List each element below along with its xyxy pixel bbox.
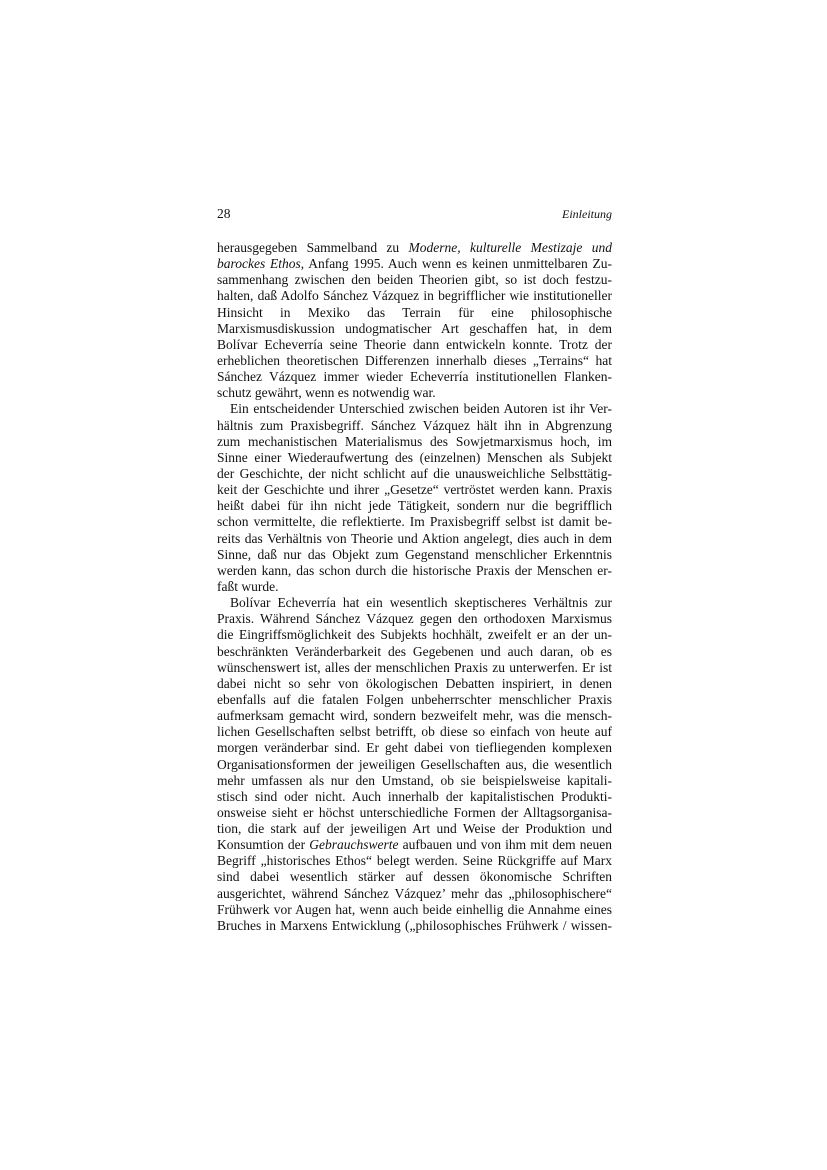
- text-segment: Bolívar Echeverría seine Theorie dann entwickeln konnte. Trotz der: [217, 336, 612, 352]
- text-segment: Bruches in Marxens Entwicklung („philosophisches Frühwerk / wissen-: [217, 917, 612, 933]
- text-segment: Bolívar Echeverría hat ein wesentlich skeptischeres Verhältnis zur: [230, 595, 612, 611]
- text-line: [217, 918, 612, 934]
- text-line: [217, 740, 612, 756]
- text-line: [217, 450, 612, 466]
- text-line: [217, 660, 612, 676]
- text-segment: lichen Gesellschaften selbst betrifft, ob diese so einfach von heute auf: [217, 724, 612, 740]
- text-line: [217, 514, 612, 530]
- text-segment: Organisationsformen der jeweiligen Gesellschaften aus, die wesentlich: [217, 756, 612, 772]
- text-line: [217, 418, 612, 434]
- text-segment: heißt dabei für ihn nicht jede Tätigkeit, sondern nur die begrifflich: [217, 498, 612, 514]
- text-line: [217, 353, 612, 369]
- text-line: [217, 821, 612, 837]
- text-line: [217, 627, 612, 643]
- text-segment: zum mechanistischen Materialismus des Sowjetmarxismus hoch, im: [217, 433, 612, 449]
- text-line: [217, 547, 612, 563]
- text-line: [217, 401, 612, 417]
- text-line: [217, 886, 612, 902]
- text-segment: erheblichen theoretischen Differenzen innerhalb dieses „Terrains“ hat: [217, 352, 612, 368]
- text-line: [217, 434, 612, 450]
- text-line: [217, 611, 612, 627]
- text-line: [217, 288, 612, 304]
- text-line: [217, 708, 612, 724]
- text-segment: wünschenswert ist, alles der menschlichen Praxis zu unterwerfen. Er ist: [217, 659, 612, 675]
- text-line: [217, 240, 612, 256]
- text-segment: Konsumtion der: [217, 837, 310, 853]
- text-segment: Sinne einer Wiederaufwertung des (einzelnen) Menschen als Subjekt: [217, 449, 612, 465]
- text-line: [217, 369, 612, 385]
- text-line: [217, 563, 612, 579]
- text-segment: herausgegeben Sammelband zu: [217, 240, 409, 255]
- text-segment: onsweise sieht er höchst unterschiedliche Formen der Alltagsorganisa-: [217, 804, 612, 820]
- page-header: [217, 204, 612, 226]
- text-line: [217, 837, 612, 853]
- text-segment: Marxismusdiskussion undogmatischer Art geschaffen hat, in dem: [217, 320, 612, 336]
- text-segment: keit der Geschichte und ihrer „Gesetze“ vertröstet werden kann. Praxis: [217, 482, 612, 498]
- italic-text: Moderne, kulturelle Mestizaje und: [408, 240, 612, 255]
- text-segment: sind dabei wesentlich stärker auf dessen ökonomische Schriften: [217, 869, 612, 885]
- text-line: [217, 773, 612, 789]
- text-segment: Praxis. Während Sánchez Vázquez gegen den orthodoxen Marxismus: [217, 611, 612, 627]
- text-line: [217, 757, 612, 773]
- text-segment: aufmerksam gemacht wird, sondern bezweifelt mehr, was die mensch-: [217, 708, 612, 724]
- text-segment: stisch sind oder nicht. Auch innerhalb der kapitalistischen Produkti-: [217, 788, 612, 804]
- text-segment: schutz gewährt, wenn es notwendig war.: [217, 385, 436, 401]
- text-segment: Sánchez Vázquez immer wieder Echeverría institutionellen Flanken-: [217, 369, 612, 385]
- text-segment: dabei nicht so sehr von ökologischen Debatten inspiriert, in denen: [217, 675, 612, 691]
- text-segment: Hinsicht in Mexiko das Terrain für eine philosophische: [217, 304, 612, 320]
- text-segment: mehr umfassen als nur den Umstand, ob sie beispielsweise kapitali-: [217, 772, 612, 788]
- text-line: [217, 869, 612, 885]
- running-head: Einleitung: [562, 207, 612, 221]
- text-line: [217, 531, 612, 547]
- text-segment: ausgerichtet, während Sánchez Vázquez’ mehr das „philosophischere“: [217, 885, 612, 901]
- text-segment: halten, daß Adolfo Sánchez Vázquez in begrifflicher wie institutioneller: [217, 288, 612, 304]
- text-segment: Begriff „historisches Ethos“ belegt werden. Seine Rückgriffe auf Marx: [217, 853, 612, 869]
- text-line: [217, 676, 612, 692]
- text-line: [217, 498, 612, 514]
- body-text: [217, 240, 612, 934]
- text-line: [217, 321, 612, 337]
- text-line: [217, 595, 612, 611]
- text-line: [217, 805, 612, 821]
- text-line: [217, 692, 612, 708]
- text-segment: faßt wurde.: [217, 578, 279, 594]
- text-segment: sammenhang zwischen den beiden Theorien gibt, so ist doch festzu-: [217, 272, 612, 288]
- text-segment: Ein entscheidender Unterschied zwischen beiden Autoren ist ihr Ver-: [230, 401, 612, 417]
- text-line: [217, 789, 612, 805]
- text-line: [217, 305, 612, 321]
- italic-text: barockes Ethos: [217, 256, 301, 272]
- text-line: [217, 272, 612, 288]
- italic-text: Gebrauchswerte: [309, 837, 399, 853]
- text-segment: ebenfalls auf die fatalen Folgen unbeherrschter menschlicher Praxis: [217, 691, 612, 707]
- text-segment: hältnis zum Praxisbegriff. Sánchez Vázquez hält ihn in Abgrenzung: [217, 417, 612, 433]
- text-segment: schon vermittelte, die reflektierte. Im Praxisbegriff selbst ist damit be-: [217, 514, 612, 530]
- page-number: 28: [217, 206, 231, 221]
- text-segment: der Geschichte, der nicht schlicht auf die unausweichliche Selbsttätig-: [217, 465, 612, 481]
- text-segment: aufbauen und von ihm mit dem neuen: [398, 837, 613, 853]
- text-line: [217, 579, 612, 595]
- text-segment: die Eingriffsmöglichkeit des Subjekts hochhält, zweifelt er an der un-: [217, 627, 612, 643]
- text-line: [217, 256, 612, 272]
- text-segment: beschränkten Veränderbarkeit des Gegebenen und auch daran, ob es: [217, 643, 612, 659]
- text-line: [217, 644, 612, 660]
- text-line: [217, 385, 612, 401]
- text-line: [217, 337, 612, 353]
- text-segment: Sinne, daß nur das Objekt zum Gegenstand menschlicher Erkenntnis: [217, 546, 612, 562]
- text-line: [217, 724, 612, 740]
- text-segment: , Anfang 1995. Auch wenn es keinen unmittelbaren Zu-: [300, 256, 612, 272]
- text-segment: tion, die stark auf der jeweiligen Art und Weise der Produktion und: [217, 821, 612, 837]
- text-line: [217, 466, 612, 482]
- text-segment: reits das Verhältnis von Theorie und Aktion angelegt, dies auch in dem: [217, 530, 612, 546]
- text-line: [217, 902, 612, 918]
- text-segment: werden kann, das schon durch die historische Praxis der Menschen er-: [217, 562, 612, 578]
- text-segment: Frühwerk vor Augen hat, wenn auch beide einhellig die Annahme eines: [217, 901, 612, 917]
- text-line: [217, 482, 612, 498]
- book-page: [217, 204, 612, 934]
- text-segment: morgen veränderbar sind. Er geht dabei von tiefliegenden komplexen: [217, 740, 612, 756]
- text-line: [217, 853, 612, 869]
